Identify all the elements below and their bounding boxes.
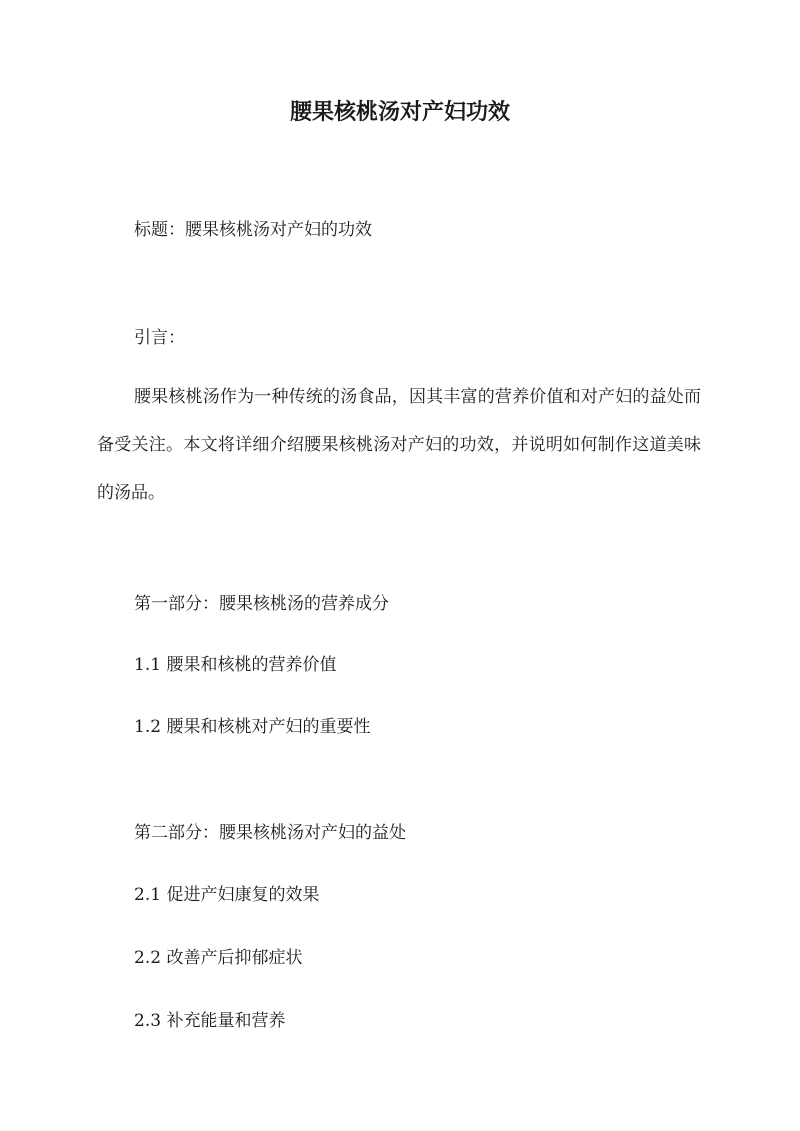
part2-heading: 第二部分：腰果核桃汤对产妇的益处 — [134, 823, 406, 843]
intro-paragraph: 腰果核桃汤作为一种传统的汤食品，因其丰富的营养价值和对产妇的益处而备受关注。本文将详细介绍腰果核桃汤对产妇的功效，并说明如何制作这道美味的汤品。 — [97, 387, 701, 503]
part2-item: 2.2 改善产后抑郁症状 — [134, 948, 303, 968]
part1-item: 1.1 腰果和核桃的营养价值 — [134, 655, 337, 675]
part1-item: 1.2 腰果和核桃对产妇的重要性 — [134, 717, 371, 737]
document-subtitle: 标题：腰果核桃汤对产妇的功效 — [134, 220, 372, 240]
intro-heading: 引言： — [134, 328, 185, 348]
part1-heading: 第一部分：腰果核桃汤的营养成分 — [134, 594, 389, 614]
part2-item: 2.1 促进产妇康复的效果 — [134, 885, 320, 905]
document-title: 腰果核桃汤对产妇功效 — [289, 99, 510, 125]
part2-item: 2.3 补充能量和营养 — [134, 1011, 286, 1031]
